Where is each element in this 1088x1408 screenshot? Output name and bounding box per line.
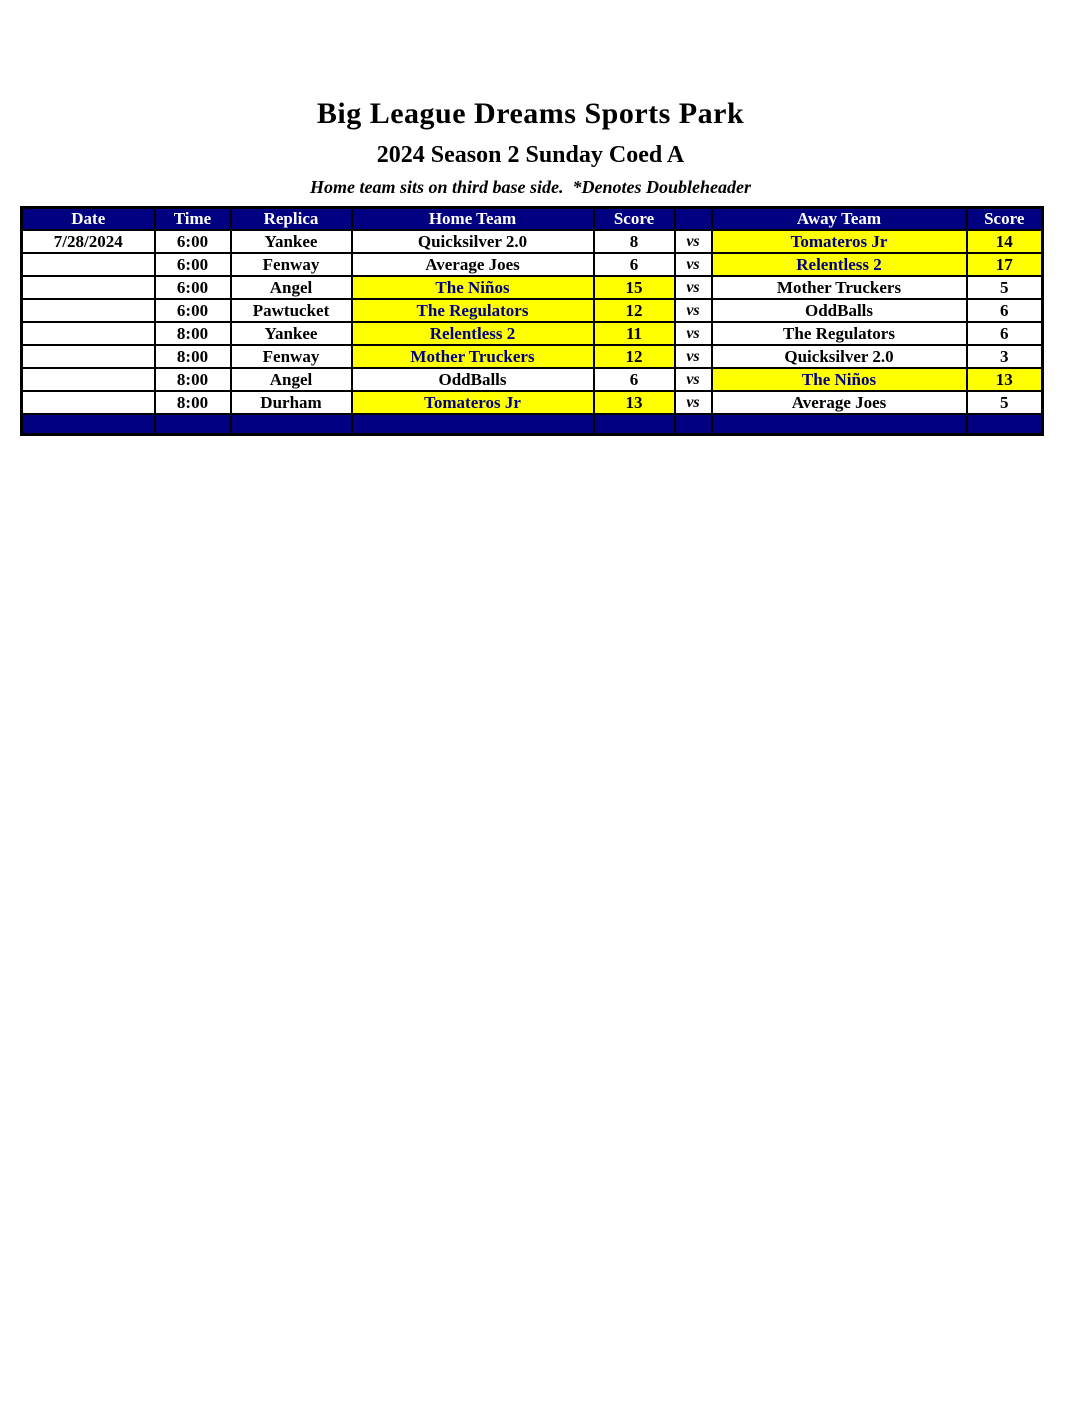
column-header-vs bbox=[675, 208, 712, 231]
home-score-cell: 6 bbox=[594, 368, 675, 391]
replica-cell: Durham bbox=[231, 391, 352, 414]
footer-cell bbox=[712, 414, 967, 435]
schedule-footer-row bbox=[22, 414, 1043, 435]
time-cell: 8:00 bbox=[155, 368, 231, 391]
game-row bbox=[22, 391, 1043, 414]
home-score-cell: 12 bbox=[594, 299, 675, 322]
home-team-cell: The Regulators bbox=[352, 299, 594, 322]
home-score-cell: 8 bbox=[594, 230, 675, 253]
away-score-cell: 5 bbox=[967, 276, 1043, 299]
time-cell: 6:00 bbox=[155, 299, 231, 322]
header-block bbox=[20, 96, 1041, 198]
column-header-home-score: Score bbox=[594, 208, 675, 231]
footer-cell bbox=[967, 414, 1043, 435]
home-team-cell: Relentless 2 bbox=[352, 322, 594, 345]
replica-cell: Pawtucket bbox=[231, 299, 352, 322]
away-team-cell: Tomateros Jr bbox=[712, 230, 967, 253]
home-score-cell: 13 bbox=[594, 391, 675, 414]
replica-cell: Angel bbox=[231, 276, 352, 299]
replica-cell: Fenway bbox=[231, 253, 352, 276]
away-score-cell: 6 bbox=[967, 299, 1043, 322]
schedule-header-row bbox=[22, 208, 1043, 231]
home-score-cell: 6 bbox=[594, 253, 675, 276]
date-cell bbox=[22, 276, 155, 299]
date-cell bbox=[22, 391, 155, 414]
vs-cell: vs bbox=[675, 276, 712, 299]
page-title: Big League Dreams Sports Park bbox=[316, 97, 745, 130]
column-header-away-team: Away Team bbox=[712, 208, 967, 231]
vs-cell: vs bbox=[675, 230, 712, 253]
date-cell bbox=[22, 253, 155, 276]
game-row bbox=[22, 276, 1043, 299]
date-cell bbox=[22, 299, 155, 322]
schedule-table bbox=[20, 206, 1044, 436]
replica-cell: Angel bbox=[231, 368, 352, 391]
vs-cell: vs bbox=[675, 391, 712, 414]
date-cell bbox=[22, 368, 155, 391]
vs-cell: vs bbox=[675, 345, 712, 368]
away-score-cell: 6 bbox=[967, 322, 1043, 345]
vs-cell: vs bbox=[675, 253, 712, 276]
home-team-cell: Average Joes bbox=[352, 253, 594, 276]
time-cell: 6:00 bbox=[155, 230, 231, 253]
home-team-note: Home team sits on third base side. *Denotes Doubleheader bbox=[310, 177, 751, 197]
game-row bbox=[22, 345, 1043, 368]
column-header-replica: Replica bbox=[231, 208, 352, 231]
column-header-away-score: Score bbox=[967, 208, 1043, 231]
away-team-cell: The Regulators bbox=[712, 322, 967, 345]
game-row bbox=[22, 230, 1043, 253]
game-row bbox=[22, 368, 1043, 391]
away-team-cell: Relentless 2 bbox=[712, 253, 967, 276]
replica-cell: Yankee bbox=[231, 322, 352, 345]
time-cell: 6:00 bbox=[155, 276, 231, 299]
home-team-cell: The Niños bbox=[352, 276, 594, 299]
away-score-cell: 14 bbox=[967, 230, 1043, 253]
footer-cell bbox=[22, 414, 155, 435]
vs-cell: vs bbox=[675, 322, 712, 345]
footer-cell bbox=[675, 414, 712, 435]
date-cell: 7/28/2024 bbox=[22, 230, 155, 253]
game-row bbox=[22, 322, 1043, 345]
column-header-date: Date bbox=[22, 208, 155, 231]
column-header-home-team: Home Team bbox=[352, 208, 594, 231]
away-score-cell: 3 bbox=[967, 345, 1043, 368]
game-row bbox=[22, 299, 1043, 322]
home-team-cell: Mother Truckers bbox=[352, 345, 594, 368]
vs-cell: vs bbox=[675, 368, 712, 391]
footer-cell bbox=[155, 414, 231, 435]
away-score-cell: 17 bbox=[967, 253, 1043, 276]
vs-cell: vs bbox=[675, 299, 712, 322]
date-cell bbox=[22, 345, 155, 368]
game-row bbox=[22, 253, 1043, 276]
time-cell: 8:00 bbox=[155, 322, 231, 345]
away-score-cell: 5 bbox=[967, 391, 1043, 414]
column-header-time: Time bbox=[155, 208, 231, 231]
away-team-cell: Mother Truckers bbox=[712, 276, 967, 299]
home-score-cell: 12 bbox=[594, 345, 675, 368]
home-team-cell: OddBalls bbox=[352, 368, 594, 391]
time-cell: 8:00 bbox=[155, 345, 231, 368]
home-score-cell: 11 bbox=[594, 322, 675, 345]
home-score-cell: 15 bbox=[594, 276, 675, 299]
home-team-cell: Tomateros Jr bbox=[352, 391, 594, 414]
away-team-cell: The Niños bbox=[712, 368, 967, 391]
away-team-cell: OddBalls bbox=[712, 299, 967, 322]
footer-cell bbox=[352, 414, 594, 435]
replica-cell: Fenway bbox=[231, 345, 352, 368]
footer-cell bbox=[231, 414, 352, 435]
away-team-cell: Quicksilver 2.0 bbox=[712, 345, 967, 368]
replica-cell: Yankee bbox=[231, 230, 352, 253]
page-subtitle: 2024 Season 2 Sunday Coed A bbox=[376, 142, 685, 168]
time-cell: 6:00 bbox=[155, 253, 231, 276]
away-score-cell: 13 bbox=[967, 368, 1043, 391]
home-team-cell: Quicksilver 2.0 bbox=[352, 230, 594, 253]
away-team-cell: Average Joes bbox=[712, 391, 967, 414]
date-cell bbox=[22, 322, 155, 345]
time-cell: 8:00 bbox=[155, 391, 231, 414]
footer-cell bbox=[594, 414, 675, 435]
